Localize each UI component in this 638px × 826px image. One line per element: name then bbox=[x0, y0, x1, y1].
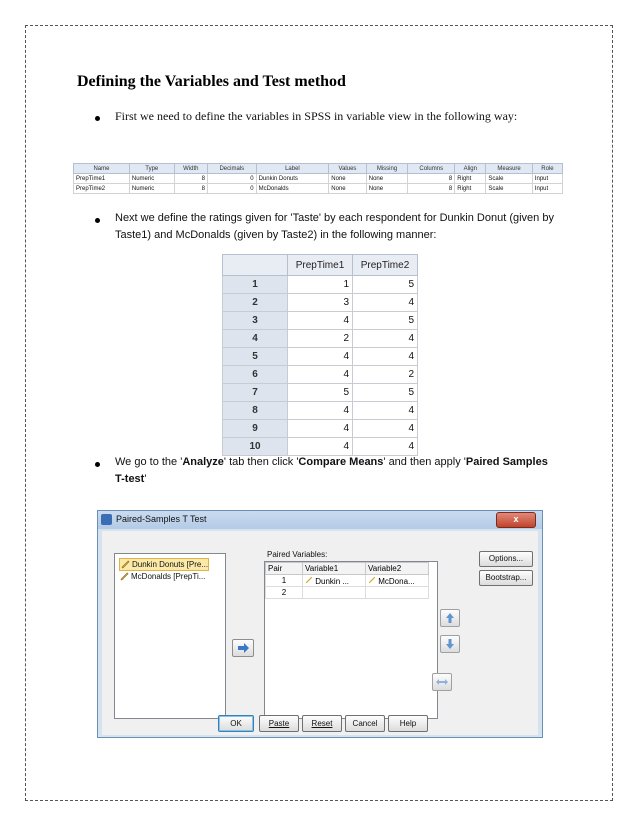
ruler-icon bbox=[121, 560, 130, 569]
rating-cell[interactable]: 4 bbox=[353, 330, 418, 348]
variable1-cell[interactable] bbox=[303, 587, 366, 599]
variable1-value: Dunkin ... bbox=[315, 576, 350, 586]
pair-number: 1 bbox=[266, 575, 303, 587]
paste-label: Paste bbox=[268, 719, 290, 728]
table-row[interactable] bbox=[223, 312, 418, 330]
pair-row[interactable] bbox=[266, 575, 429, 587]
help-label: Help bbox=[399, 719, 417, 728]
rating-cell[interactable]: 4 bbox=[288, 402, 353, 420]
reset-button[interactable] bbox=[302, 715, 342, 732]
move-up-button[interactable] bbox=[440, 609, 460, 627]
rating-cell[interactable]: 4 bbox=[288, 348, 353, 366]
variable-cell[interactable]: PrepTime2 bbox=[74, 184, 130, 194]
table-row[interactable] bbox=[223, 348, 418, 366]
row-number[interactable]: 1 bbox=[223, 276, 288, 294]
pair-header: Pair bbox=[266, 563, 303, 575]
row-number[interactable]: 4 bbox=[223, 330, 288, 348]
dialog-title: Paired-Samples T Test bbox=[116, 514, 207, 524]
variable-cell[interactable]: None bbox=[329, 184, 367, 194]
rating-cell[interactable]: 4 bbox=[353, 420, 418, 438]
analyze-term: Analyze bbox=[182, 456, 224, 468]
row-number[interactable]: 6 bbox=[223, 366, 288, 384]
rating-cell[interactable]: 4 bbox=[353, 438, 418, 456]
rating-cell[interactable]: 5 bbox=[288, 384, 353, 402]
variable1-cell[interactable] bbox=[303, 575, 366, 587]
variable-cell[interactable]: 0 bbox=[207, 184, 256, 194]
bullet-text-2: Next we define the ratings given for 'Taste' by each respondent for Dunkin Donut (given by Taste1) and McDonalds (given by Taste2) in the following manner: bbox=[115, 212, 554, 241]
rating-cell[interactable]: 2 bbox=[288, 330, 353, 348]
options-label: Options... bbox=[488, 554, 524, 563]
variable-cell[interactable]: Numeric bbox=[129, 184, 174, 194]
bullet-3-mid2: ' and then apply ' bbox=[383, 456, 466, 468]
variable-cell[interactable]: Dunkin Donuts bbox=[256, 174, 329, 184]
spss-app-icon bbox=[101, 514, 112, 525]
variable-view-grid bbox=[73, 163, 563, 194]
rating-cell[interactable]: 4 bbox=[353, 294, 418, 312]
move-down-button[interactable] bbox=[440, 635, 460, 653]
list-item-label: Dunkin Donuts [Pre... bbox=[132, 560, 209, 569]
column-header[interactable]: Type bbox=[129, 164, 174, 174]
variable-cell[interactable]: None bbox=[329, 174, 367, 184]
dialog-body bbox=[102, 531, 538, 735]
table-row[interactable] bbox=[223, 402, 418, 420]
variable2-value: McDona... bbox=[378, 576, 415, 586]
rating-cell[interactable]: 4 bbox=[353, 348, 418, 366]
move-right-button[interactable] bbox=[232, 639, 254, 657]
rating-cell[interactable]: 5 bbox=[353, 384, 418, 402]
variable-cell[interactable]: None bbox=[366, 174, 408, 184]
table-row[interactable] bbox=[223, 420, 418, 438]
variable-cell[interactable]: Input bbox=[532, 174, 562, 184]
compare-means-term: Compare Means bbox=[298, 456, 384, 468]
column-header[interactable]: PrepTime1 bbox=[288, 255, 353, 276]
variable-row[interactable] bbox=[74, 184, 563, 194]
bootstrap-label: Bootstrap... bbox=[485, 573, 527, 582]
paired-t-test-term: Paired Samples T-test bbox=[115, 456, 548, 485]
close-button[interactable]: x bbox=[496, 512, 536, 528]
column-header[interactable]: Values bbox=[329, 164, 367, 174]
cancel-label: Cancel bbox=[352, 719, 378, 728]
column-header[interactable]: Align bbox=[455, 164, 486, 174]
paired-samples-dialog bbox=[97, 510, 543, 738]
bullet-text-1: First we need to define the variables in SPSS in variable view in the following way: bbox=[115, 109, 518, 123]
bootstrap-button[interactable] bbox=[479, 570, 533, 586]
bullet-marker bbox=[95, 462, 100, 467]
ruler-icon bbox=[120, 572, 129, 581]
variable-cell[interactable]: Numeric bbox=[129, 174, 174, 184]
table-row[interactable] bbox=[223, 438, 418, 456]
row-number[interactable]: 9 bbox=[223, 420, 288, 438]
swap-arrows-icon bbox=[433, 674, 451, 690]
paste-button[interactable] bbox=[259, 715, 299, 732]
column-header[interactable]: Decimals bbox=[207, 164, 256, 174]
table-row[interactable] bbox=[223, 276, 418, 294]
rating-cell[interactable]: 3 bbox=[288, 294, 353, 312]
ruler-icon bbox=[305, 576, 313, 584]
variable-cell[interactable]: 8 bbox=[408, 184, 455, 194]
ok-label: OK bbox=[230, 719, 242, 728]
variable-cell[interactable]: PrepTime1 bbox=[74, 174, 130, 184]
variable-cell[interactable]: Scale bbox=[486, 184, 532, 194]
rating-cell[interactable]: 1 bbox=[288, 276, 353, 294]
variable-cell[interactable]: 8 bbox=[174, 184, 207, 194]
variable2-header: Variable2 bbox=[366, 563, 429, 575]
column-header[interactable]: Name bbox=[74, 164, 130, 174]
cancel-button[interactable] bbox=[345, 715, 385, 732]
table-row[interactable] bbox=[223, 330, 418, 348]
rating-cell[interactable]: 5 bbox=[353, 276, 418, 294]
variable-cell[interactable]: None bbox=[366, 184, 408, 194]
row-number[interactable]: 2 bbox=[223, 294, 288, 312]
bullet-3-mid1: ' tab then click ' bbox=[223, 456, 299, 468]
arrow-down-icon bbox=[441, 636, 459, 652]
column-header[interactable]: Columns bbox=[408, 164, 455, 174]
rating-cell[interactable]: 4 bbox=[288, 420, 353, 438]
bullet-marker bbox=[95, 116, 100, 121]
reset-label: Reset bbox=[311, 719, 333, 728]
bullet-3-suffix: ' bbox=[144, 473, 147, 485]
dialog-titlebar[interactable] bbox=[98, 511, 542, 529]
column-header[interactable]: Role bbox=[532, 164, 562, 174]
pair-number: 2 bbox=[266, 587, 303, 599]
rating-cell[interactable]: 4 bbox=[288, 438, 353, 456]
bullet-3-prefix: We go to the ' bbox=[115, 456, 183, 468]
ok-button[interactable] bbox=[218, 715, 254, 732]
bullet-text-3 bbox=[115, 454, 555, 488]
list-item[interactable] bbox=[119, 558, 209, 571]
section-heading: Defining the Variables and Test method bbox=[77, 73, 346, 90]
variable-cell[interactable]: 8 bbox=[174, 174, 207, 184]
column-header[interactable]: Label bbox=[256, 164, 329, 174]
variable-cell[interactable]: Input bbox=[532, 184, 562, 194]
variable-cell[interactable]: Scale bbox=[486, 174, 532, 184]
table-row[interactable] bbox=[223, 384, 418, 402]
paired-variables-grid[interactable] bbox=[264, 561, 438, 719]
row-number[interactable]: 3 bbox=[223, 312, 288, 330]
ratings-grid bbox=[222, 254, 418, 456]
variable2-cell[interactable] bbox=[366, 575, 429, 587]
variable-cell[interactable]: Right bbox=[455, 184, 486, 194]
column-header[interactable]: Width bbox=[174, 164, 207, 174]
variable-cell[interactable]: Right bbox=[455, 174, 486, 184]
row-number[interactable]: 7 bbox=[223, 384, 288, 402]
arrow-up-icon bbox=[441, 610, 459, 626]
table-row[interactable] bbox=[223, 366, 418, 384]
variable-cell[interactable]: 8 bbox=[408, 174, 455, 184]
rating-cell[interactable]: 4 bbox=[353, 402, 418, 420]
corner-cell bbox=[223, 255, 288, 276]
swap-button[interactable] bbox=[432, 673, 452, 691]
variable-cell[interactable]: McDonalds bbox=[256, 184, 329, 194]
column-header[interactable]: Measure bbox=[486, 164, 532, 174]
row-number[interactable]: 10 bbox=[223, 438, 288, 456]
column-header[interactable]: Missing bbox=[366, 164, 408, 174]
help-button[interactable] bbox=[388, 715, 428, 732]
arrow-right-icon bbox=[233, 640, 253, 656]
variable-cell[interactable]: 0 bbox=[207, 174, 256, 184]
rating-cell[interactable]: 4 bbox=[288, 366, 353, 384]
pair-row[interactable] bbox=[266, 587, 429, 599]
bullet-marker bbox=[95, 218, 100, 223]
variable2-cell[interactable] bbox=[366, 587, 429, 599]
column-header[interactable]: PrepTime2 bbox=[353, 255, 418, 276]
list-item-label: McDonalds [PrepTi... bbox=[131, 572, 206, 581]
variable-row[interactable] bbox=[74, 174, 563, 184]
paired-variables-label: Paired Variables: bbox=[267, 550, 328, 559]
rating-cell[interactable]: 2 bbox=[353, 366, 418, 384]
row-number[interactable]: 5 bbox=[223, 348, 288, 366]
ruler-icon bbox=[368, 576, 376, 584]
source-variable-list[interactable] bbox=[114, 553, 226, 719]
variable1-header: Variable1 bbox=[303, 563, 366, 575]
row-number[interactable]: 8 bbox=[223, 402, 288, 420]
rating-cell[interactable]: 5 bbox=[353, 312, 418, 330]
table-row[interactable] bbox=[223, 294, 418, 312]
list-item[interactable] bbox=[119, 571, 205, 582]
options-button[interactable] bbox=[479, 551, 533, 567]
rating-cell[interactable]: 4 bbox=[288, 312, 353, 330]
